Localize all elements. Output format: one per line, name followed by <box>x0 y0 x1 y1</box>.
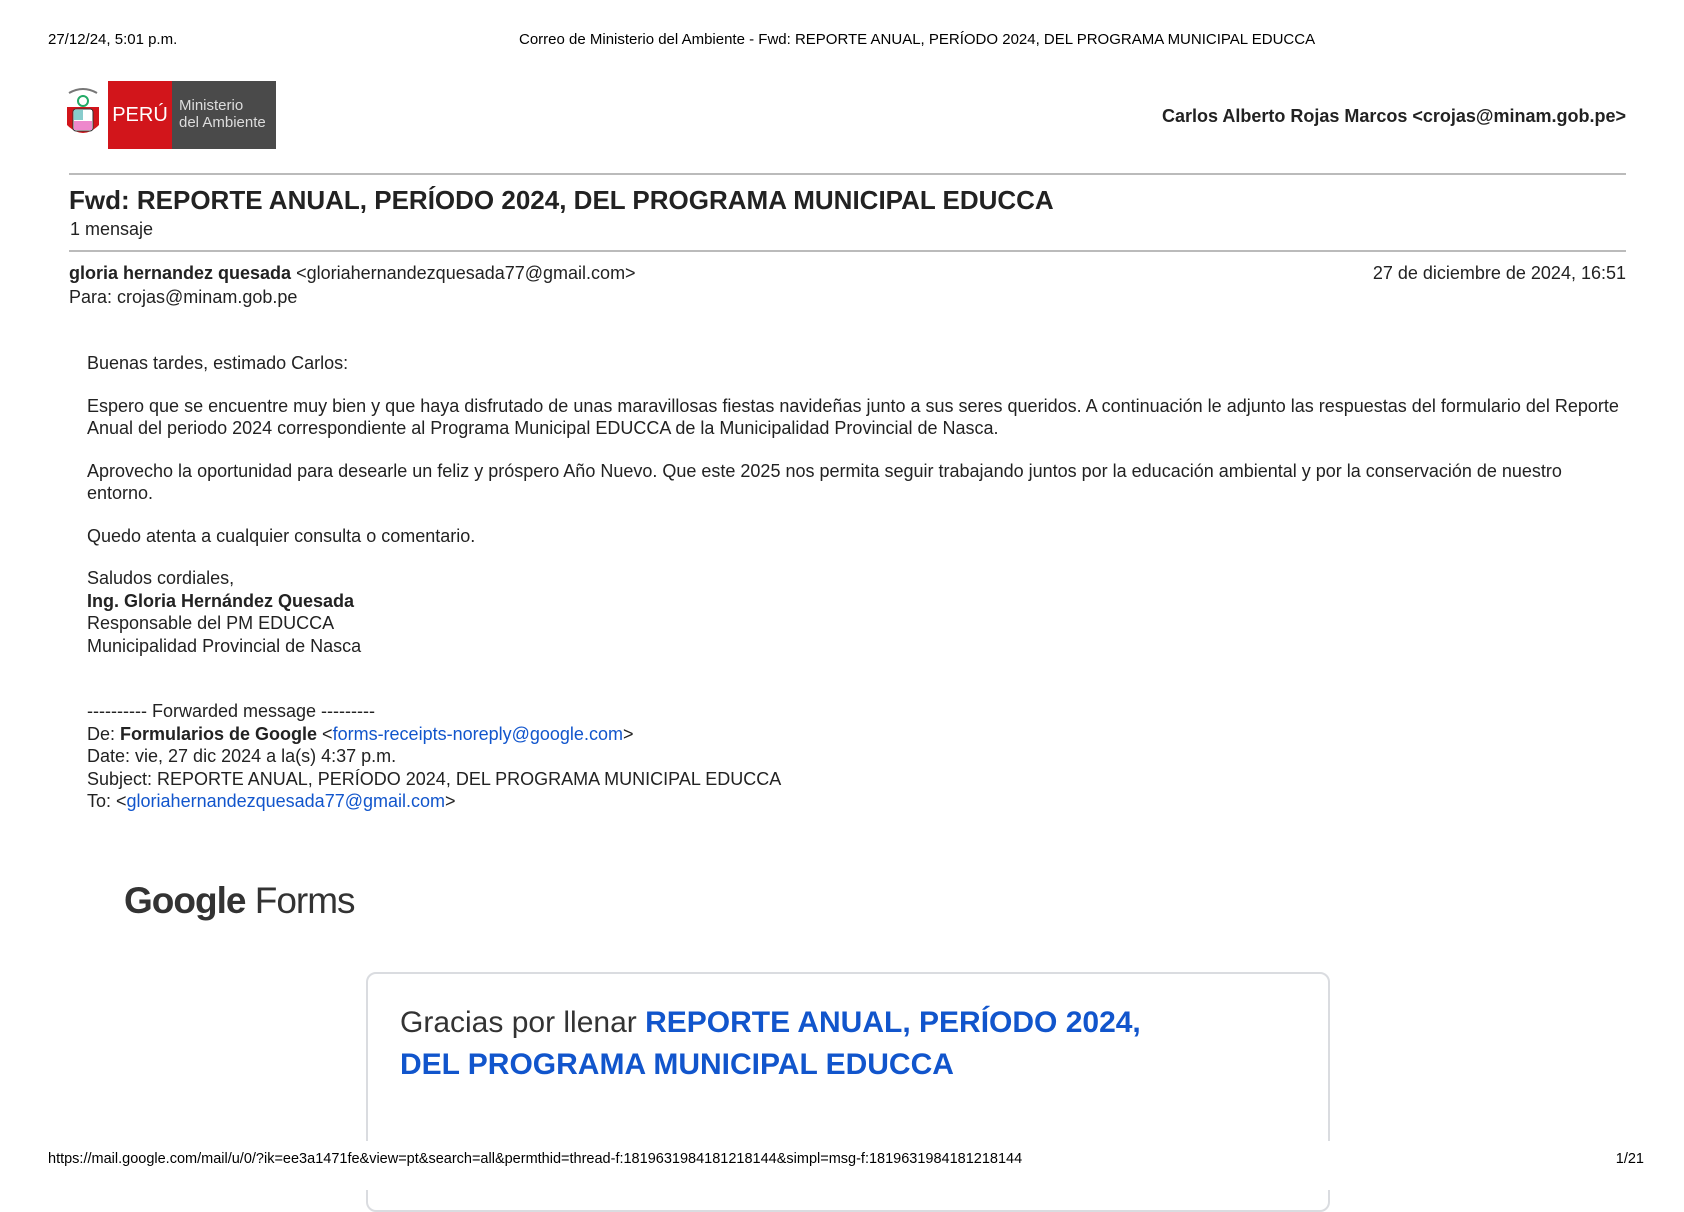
forwarded-date: Date: vie, 27 dic 2024 a la(s) 4:37 p.m. <box>87 746 397 766</box>
to-email-link[interactable]: gloriahernandezquesada77@gmail.com <box>126 791 446 811</box>
closing: Saludos cordiales, <box>87 568 235 588</box>
from-name: Formularios de Google <box>120 723 318 744</box>
message-body <box>87 352 1627 813</box>
coat-of-arms-icon <box>58 81 108 149</box>
print-url: https://mail.google.com/mail/u/0/?ik=ee3a1471fe&view=pt&search=all&permthid=thread-f:1819631984181218144&simpl=msg-f:1819631984181218144 <box>48 1151 1023 1167</box>
signature-org: Municipalidad Provincial de Nasca <box>87 635 362 656</box>
sender <box>69 263 636 284</box>
logo-google: Google <box>124 880 246 921</box>
to-label: To: <box>87 791 117 811</box>
print-datetime: 27/12/24, 5:01 p.m. <box>48 31 178 48</box>
logo-line2: del Ambiente <box>179 114 266 131</box>
logo-peru: PERÚ <box>108 81 172 149</box>
page-number: 1/21 <box>1615 1151 1644 1167</box>
sender-email: <gloriahernandezquesada77@gmail.com> <box>296 263 636 283</box>
forwarded-header: ---------- Forwarded message --------- <box>87 701 375 721</box>
sender-name: gloria hernandez quesada <box>69 263 292 283</box>
message-date: 27 de diciembre de 2024, 16:51 <box>1372 263 1626 283</box>
greeting: Buenas tardes, estimado Carlos: <box>87 353 349 373</box>
google-forms-logo <box>124 880 355 922</box>
recipient: Para: crojas@minam.gob.pe <box>69 287 298 307</box>
paragraph: Espero que se encuentre muy bien y que haya disfrutado de unas maravillosas fiestas navideñas junto a sus seres queridos. A continuación le adjunto las respuestas del formulario del Reporte Anual del periodo 2024 correspondiente al Programa Municipal EDUCCA de la Municipalidad Provincial de Nasca. <box>87 395 1619 438</box>
paragraph: Quedo atenta a cualquier consulta o comentario. <box>87 525 476 546</box>
forwarded-to: To: <gloriahernandezquesada77@gmail.com> <box>87 791 456 811</box>
print-title: Correo de Ministerio del Ambiente - Fwd: REPORTE ANUAL, PERÍODO 2024, DEL PROGRAMA MUNICIPAL EDUCCA <box>519 31 1316 48</box>
thanks-text: Gracias por llenar <box>400 1006 646 1039</box>
confirmation-text <box>368 974 1208 1086</box>
account-name: Carlos Alberto Rojas Marcos <crojas@minam.gob.pe> <box>1161 106 1626 126</box>
paragraph: Aprovecho la oportunidad para desearle un feliz y próspero Año Nuevo. Que este 2025 nos permita seguir trabajando juntos por la educación ambiental y por la conservación de nuestro entorno. <box>87 460 1562 503</box>
from-label: De: <box>87 723 121 744</box>
signature-role: Responsable del PM EDUCCA <box>87 613 335 633</box>
message-count: 1 mensaje <box>70 219 154 239</box>
forwarded-from: De: Formularios de Google <forms-receipts-noreply@google.com> <box>87 723 634 744</box>
logo-forms: Forms <box>254 880 355 921</box>
divider <box>69 250 1626 252</box>
divider <box>69 173 1626 175</box>
from-email-link[interactable]: forms-receipts-noreply@google.com <box>332 723 623 744</box>
logo-ministry <box>172 81 276 149</box>
form-title-link[interactable]: REPORTE ANUAL, PERÍODO 2024, DEL PROGRAMA MUNICIPAL EDUCCA <box>400 1006 1141 1081</box>
ministry-logo <box>58 81 276 149</box>
thread-subject: Fwd: REPORTE ANUAL, PERÍODO 2024, DEL PROGRAMA MUNICIPAL EDUCCA <box>69 185 1054 215</box>
logo-line1: Ministerio <box>179 97 244 114</box>
forwarded-subject: Subject: REPORTE ANUAL, PERÍODO 2024, DEL PROGRAMA MUNICIPAL EDUCCA <box>87 768 782 789</box>
signature-name: Ing. Gloria Hernández Quesada <box>87 590 355 611</box>
